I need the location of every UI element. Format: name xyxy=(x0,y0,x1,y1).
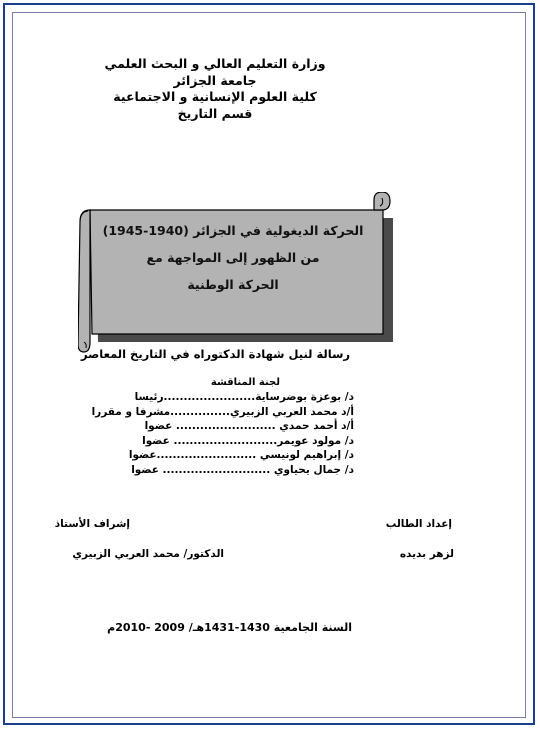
title-line-3: الحركة الوطنية xyxy=(187,277,279,292)
title-line-1: الحركة الديغولية في الجزائر (1940-1945) xyxy=(102,223,364,238)
title-scroll xyxy=(78,192,396,358)
student-name: لزهر بديده xyxy=(399,548,454,560)
university-line: جامعة الجزائر xyxy=(173,72,257,88)
jury-member: د/ إبراهيم لونيسي .........................عضوا xyxy=(128,449,354,461)
jury-member: د/ مولود عويمر.......................... عضوا xyxy=(142,434,354,447)
thesis-title xyxy=(98,217,368,298)
institution-header xyxy=(85,56,345,122)
student-label: إعداد الطالب xyxy=(385,518,452,530)
jury-member: د/ بوعزة بوضرساية.......................رئيسا xyxy=(134,391,354,403)
faculty-line: كلية العلوم الإنسانية و الاجتماعية xyxy=(113,89,317,104)
jury-member: د/ جمال يحياوي ........................... عضوا xyxy=(131,463,354,476)
jury-member: أ/د محمد العربي الزبيري...............مشرفا و مقررا xyxy=(91,405,354,418)
academic-year: السنة الجامعية 1430-1431هـ/ 2009 -2010م xyxy=(107,621,352,634)
supervisor-name: الدكتور/ محمد العربي الزبيري xyxy=(72,548,224,560)
supervisor-label: إشراف الأستاذ xyxy=(54,518,130,530)
department-line: قسم التاريخ xyxy=(177,105,253,121)
jury-list xyxy=(91,390,354,477)
ministry-line: وزارة التعليم العالي و البحث العلمي xyxy=(104,56,326,71)
thesis-note: رسالة لنيل شهادة الدكتوراه في التاريخ المعاصر xyxy=(81,347,350,361)
jury-heading: لجنة المناقشة xyxy=(210,377,280,388)
jury-member: أ/د أحمد حمدي ......................... عضوا xyxy=(144,420,354,432)
title-line-2: من الظهور إلى المواجهة مع xyxy=(146,250,320,265)
